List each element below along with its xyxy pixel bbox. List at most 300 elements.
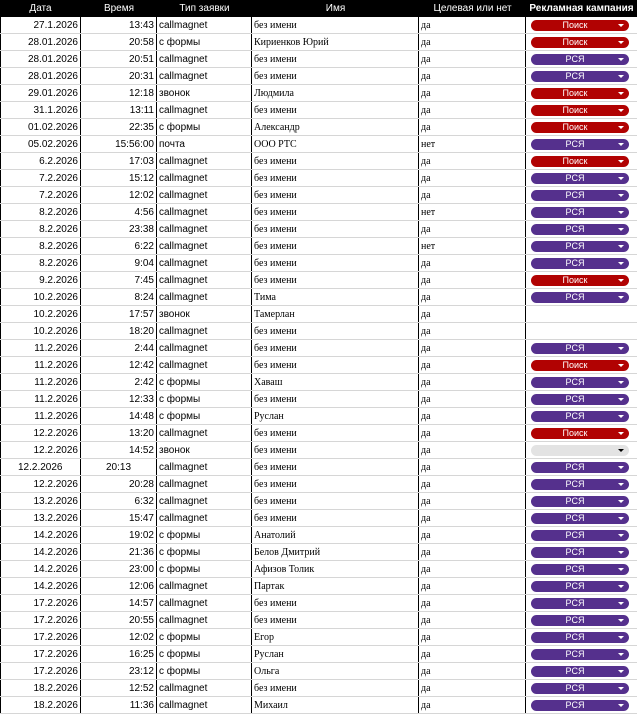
chevron-down-icon[interactable] [618,415,624,418]
chevron-down-icon[interactable] [618,75,624,78]
chevron-down-icon[interactable] [618,347,624,350]
name-cell[interactable]: без имени [252,357,419,373]
ad-campaign-cell[interactable] [526,187,637,203]
chevron-down-icon[interactable] [618,160,624,163]
time-cell[interactable]: 13:11 [81,102,157,118]
target-cell[interactable]: да [419,510,526,526]
ad-campaign-cell[interactable] [526,629,637,645]
request-type-cell[interactable]: callmagnet [157,697,252,713]
name-cell[interactable]: Хаваш [252,374,419,390]
ad-campaign-cell[interactable] [526,578,637,594]
target-cell[interactable]: да [419,544,526,560]
chevron-down-icon[interactable] [618,245,624,248]
name-cell[interactable]: без имени [252,323,419,339]
ad-campaign-cell[interactable] [526,51,637,67]
date-cell[interactable]: 11.2.2026 [0,408,81,424]
target-cell[interactable]: да [419,493,526,509]
chevron-down-icon[interactable] [618,126,624,129]
time-cell[interactable]: 21:36 [81,544,157,560]
ad-campaign-cell[interactable] [526,136,637,152]
name-cell[interactable]: без имени [252,476,419,492]
time-cell[interactable]: 11:36 [81,697,157,713]
target-cell[interactable]: да [419,578,526,594]
name-cell[interactable]: без имени [252,170,419,186]
header-target[interactable]: Целевая или нет [433,3,512,14]
time-cell[interactable]: 17:03 [81,153,157,169]
campaign-dropdown[interactable] [531,173,629,184]
campaign-dropdown[interactable] [531,224,629,235]
chevron-down-icon[interactable] [618,517,624,520]
time-cell[interactable]: 19:02 [81,527,157,543]
target-cell[interactable]: да [419,102,526,118]
request-type-cell[interactable]: с формы [157,119,252,135]
request-type-cell[interactable]: callmagnet [157,612,252,628]
ad-campaign-cell[interactable] [526,34,637,50]
time-cell[interactable]: 15:56:00 [81,136,157,152]
ad-campaign-cell[interactable] [526,68,637,84]
name-cell[interactable]: без имени [252,425,419,441]
date-cell[interactable]: 05.02.2026 [0,136,81,152]
name-cell[interactable]: без имени [252,391,419,407]
time-cell[interactable]: 20:51 [81,51,157,67]
name-cell[interactable]: Михаил [252,697,419,713]
name-cell[interactable]: Белов Дмитрий [252,544,419,560]
date-cell[interactable]: 14.2.2026 [0,578,81,594]
time-cell[interactable]: 15:12 [81,170,157,186]
campaign-dropdown[interactable] [531,20,629,31]
ad-campaign-cell[interactable] [526,238,637,254]
request-type-cell[interactable]: callmagnet [157,595,252,611]
date-cell[interactable]: 9.2.2026 [0,272,81,288]
chevron-down-icon[interactable] [618,211,624,214]
time-cell[interactable]: 15:47 [81,510,157,526]
target-cell[interactable]: да [419,374,526,390]
chevron-down-icon[interactable] [618,602,624,605]
time-cell[interactable]: 20:31 [81,68,157,84]
target-cell[interactable]: да [419,323,526,339]
target-cell[interactable]: да [419,612,526,628]
request-type-cell[interactable]: callmagnet [157,102,252,118]
time-cell[interactable]: 20:58 [81,34,157,50]
date-cell[interactable]: 14.2.2026 [0,527,81,543]
campaign-dropdown[interactable] [531,377,629,388]
target-cell[interactable]: да [419,272,526,288]
request-type-cell[interactable]: звонок [157,306,252,322]
request-type-cell[interactable]: callmagnet [157,476,252,492]
time-cell[interactable]: 6:22 [81,238,157,254]
request-type-cell[interactable]: callmagnet [157,493,252,509]
time-cell[interactable]: 23:12 [81,663,157,679]
header-date[interactable]: Дата [29,3,52,14]
time-cell[interactable]: 20:28 [81,476,157,492]
date-cell[interactable]: 10.2.2026 [0,306,81,322]
date-cell[interactable]: 28.01.2026 [0,51,81,67]
target-cell[interactable]: да [419,85,526,101]
chevron-down-icon[interactable] [618,636,624,639]
target-cell[interactable]: да [419,391,526,407]
time-cell[interactable]: 12:52 [81,680,157,696]
request-type-cell[interactable]: с формы [157,646,252,662]
time-cell[interactable]: 13:20 [81,425,157,441]
target-cell[interactable]: да [419,289,526,305]
chevron-down-icon[interactable] [618,432,624,435]
target-cell[interactable]: да [419,459,526,475]
request-type-cell[interactable]: callmagnet [157,340,252,356]
target-cell[interactable]: нет [419,204,526,220]
time-cell[interactable]: 2:42 [81,374,157,390]
target-cell[interactable]: да [419,595,526,611]
request-type-cell[interactable]: callmagnet [157,17,252,33]
target-cell[interactable]: да [419,119,526,135]
campaign-dropdown[interactable] [531,88,629,99]
campaign-dropdown[interactable] [531,581,629,592]
campaign-dropdown[interactable] [531,411,629,422]
time-cell[interactable]: 16:25 [81,646,157,662]
request-type-cell[interactable]: callmagnet [157,323,252,339]
time-cell[interactable]: 12:33 [81,391,157,407]
ad-campaign-cell[interactable] [526,646,637,662]
time-cell[interactable]: 12:18 [81,85,157,101]
target-cell[interactable]: да [419,153,526,169]
target-cell[interactable]: да [419,425,526,441]
date-cell[interactable]: 14.2.2026 [0,544,81,560]
ad-campaign-cell[interactable] [526,85,637,101]
campaign-dropdown[interactable] [531,394,629,405]
time-cell[interactable]: 17:57 [81,306,157,322]
campaign-dropdown[interactable] [531,615,629,626]
date-cell[interactable]: 11.2.2026 [0,357,81,373]
name-cell[interactable]: Ольга [252,663,419,679]
chevron-down-icon[interactable] [618,279,624,282]
ad-campaign-cell[interactable] [526,255,637,271]
ad-campaign-cell[interactable] [526,323,637,339]
date-cell[interactable]: 17.2.2026 [0,612,81,628]
target-cell[interactable]: да [419,408,526,424]
campaign-dropdown[interactable] [531,700,629,711]
time-cell[interactable]: 12:06 [81,578,157,594]
campaign-dropdown[interactable] [531,156,629,167]
request-type-cell[interactable]: callmagnet [157,459,252,475]
chevron-down-icon[interactable] [618,364,624,367]
request-type-cell[interactable]: звонок [157,442,252,458]
request-type-cell[interactable]: callmagnet [157,170,252,186]
target-cell[interactable]: нет [419,136,526,152]
time-cell[interactable]: 2:44 [81,340,157,356]
request-type-cell[interactable]: callmagnet [157,68,252,84]
request-type-cell[interactable]: callmagnet [157,357,252,373]
time-cell[interactable]: 23:00 [81,561,157,577]
campaign-dropdown[interactable] [531,105,629,116]
chevron-down-icon[interactable] [618,500,624,503]
ad-campaign-cell[interactable] [526,306,637,322]
header-ad-campaign[interactable]: Рекламная кампания [529,3,634,14]
date-cell[interactable]: 7.2.2026 [0,187,81,203]
date-cell[interactable]: 31.1.2026 [0,102,81,118]
name-cell[interactable]: без имени [252,255,419,271]
chevron-down-icon[interactable] [618,381,624,384]
target-cell[interactable]: да [419,221,526,237]
request-type-cell[interactable]: callmagnet [157,238,252,254]
ad-campaign-cell[interactable] [526,221,637,237]
name-cell[interactable]: без имени [252,187,419,203]
name-cell[interactable]: Егор [252,629,419,645]
date-cell[interactable]: 18.2.2026 [0,680,81,696]
chevron-down-icon[interactable] [618,449,624,452]
target-cell[interactable]: да [419,255,526,271]
ad-campaign-cell[interactable] [526,408,637,424]
campaign-dropdown[interactable] [531,513,629,524]
date-cell[interactable]: 8.2.2026 [0,204,81,220]
target-cell[interactable]: да [419,527,526,543]
target-cell[interactable]: да [419,68,526,84]
target-cell[interactable]: да [419,34,526,50]
ad-campaign-cell[interactable] [526,544,637,560]
request-type-cell[interactable]: callmagnet [157,425,252,441]
ad-campaign-cell[interactable] [526,561,637,577]
chevron-down-icon[interactable] [618,704,624,707]
chevron-down-icon[interactable] [618,619,624,622]
ad-campaign-cell[interactable] [526,289,637,305]
name-cell[interactable]: без имени [252,238,419,254]
time-cell[interactable]: 13:43 [81,17,157,33]
chevron-down-icon[interactable] [618,296,624,299]
chevron-down-icon[interactable] [618,58,624,61]
chevron-down-icon[interactable] [618,194,624,197]
request-type-cell[interactable]: callmagnet [157,204,252,220]
name-cell[interactable]: ООО РТС [252,136,419,152]
chevron-down-icon[interactable] [618,398,624,401]
campaign-dropdown[interactable] [531,530,629,541]
name-cell[interactable]: Тамерлан [252,306,419,322]
name-cell[interactable]: без имени [252,459,419,475]
target-cell[interactable]: да [419,646,526,662]
chevron-down-icon[interactable] [618,262,624,265]
date-cell[interactable]: 14.2.2026 [0,561,81,577]
campaign-dropdown[interactable] [531,343,629,354]
request-type-cell[interactable]: с формы [157,663,252,679]
chevron-down-icon[interactable] [618,483,624,486]
ad-campaign-cell[interactable] [526,595,637,611]
campaign-dropdown[interactable] [531,241,629,252]
target-cell[interactable]: да [419,476,526,492]
campaign-dropdown[interactable] [531,564,629,575]
request-type-cell[interactable]: callmagnet [157,272,252,288]
chevron-down-icon[interactable] [618,551,624,554]
ad-campaign-cell[interactable] [526,374,637,390]
campaign-dropdown[interactable] [531,360,629,371]
name-cell[interactable]: без имени [252,595,419,611]
date-cell[interactable]: 10.2.2026 [0,289,81,305]
chevron-down-icon[interactable] [618,670,624,673]
time-cell[interactable]: 6:32 [81,493,157,509]
ad-campaign-cell[interactable] [526,340,637,356]
campaign-dropdown[interactable] [531,649,629,660]
campaign-dropdown[interactable] [531,428,629,439]
request-type-cell[interactable]: с формы [157,374,252,390]
request-type-cell[interactable]: callmagnet [157,578,252,594]
date-cell[interactable]: 27.1.2026 [0,17,81,33]
time-cell[interactable]: 4:56 [81,204,157,220]
target-cell[interactable]: нет [419,238,526,254]
request-type-cell[interactable]: callmagnet [157,187,252,203]
campaign-dropdown[interactable] [531,275,629,286]
name-cell[interactable]: без имени [252,272,419,288]
date-cell[interactable]: 8.2.2026 [0,221,81,237]
date-cell[interactable]: 17.2.2026 [0,595,81,611]
name-cell[interactable]: без имени [252,68,419,84]
date-cell[interactable]: 11.2.2026 [0,374,81,390]
campaign-dropdown[interactable] [531,37,629,48]
date-cell[interactable]: 12.2.2026 [0,442,81,458]
request-type-cell[interactable]: callmagnet [157,153,252,169]
header-time[interactable]: Время [103,3,135,14]
header-name[interactable]: Имя [325,3,346,14]
date-cell[interactable]: 12.2.2026 [0,459,81,475]
ad-campaign-cell[interactable] [526,476,637,492]
ad-campaign-cell[interactable] [526,119,637,135]
campaign-dropdown[interactable] [531,207,629,218]
time-cell[interactable]: 12:02 [81,187,157,203]
name-cell[interactable]: Кириенков Юрий [252,34,419,50]
date-cell[interactable]: 17.2.2026 [0,663,81,679]
date-cell[interactable]: 12.2.2026 [0,425,81,441]
ad-campaign-cell[interactable] [526,357,637,373]
request-type-cell[interactable]: callmagnet [157,51,252,67]
ad-campaign-cell[interactable] [526,153,637,169]
name-cell[interactable]: Руслан [252,646,419,662]
ad-campaign-cell[interactable] [526,170,637,186]
date-cell[interactable]: 18.2.2026 [0,697,81,713]
campaign-dropdown[interactable] [531,496,629,507]
date-cell[interactable]: 17.2.2026 [0,629,81,645]
date-cell[interactable]: 12.2.2026 [0,476,81,492]
ad-campaign-cell[interactable] [526,17,637,33]
campaign-dropdown[interactable] [531,190,629,201]
request-type-cell[interactable]: с формы [157,527,252,543]
ad-campaign-cell[interactable] [526,425,637,441]
name-cell[interactable]: без имени [252,102,419,118]
name-cell[interactable]: Тима [252,289,419,305]
date-cell[interactable]: 13.2.2026 [0,510,81,526]
campaign-dropdown[interactable] [531,666,629,677]
time-cell[interactable]: 12:42 [81,357,157,373]
chevron-down-icon[interactable] [618,534,624,537]
name-cell[interactable]: Людмила [252,85,419,101]
name-cell[interactable]: без имени [252,442,419,458]
time-cell[interactable]: 14:57 [81,595,157,611]
name-cell[interactable]: без имени [252,493,419,509]
ad-campaign-cell[interactable] [526,391,637,407]
request-type-cell[interactable]: с формы [157,408,252,424]
campaign-dropdown[interactable] [531,445,629,456]
request-type-cell[interactable]: почта [157,136,252,152]
name-cell[interactable]: Партак [252,578,419,594]
date-cell[interactable]: 13.2.2026 [0,493,81,509]
campaign-dropdown[interactable] [531,122,629,133]
campaign-dropdown[interactable] [531,462,629,473]
request-type-cell[interactable]: callmagnet [157,510,252,526]
request-type-cell[interactable]: с формы [157,391,252,407]
campaign-dropdown[interactable] [531,258,629,269]
campaign-dropdown[interactable] [531,54,629,65]
request-type-cell[interactable]: callmagnet [157,680,252,696]
chevron-down-icon[interactable] [618,687,624,690]
name-cell[interactable]: без имени [252,680,419,696]
date-cell[interactable]: 6.2.2026 [0,153,81,169]
ad-campaign-cell[interactable] [526,204,637,220]
chevron-down-icon[interactable] [618,568,624,571]
ad-campaign-cell[interactable] [526,442,637,458]
time-cell[interactable]: 9:04 [81,255,157,271]
date-cell[interactable]: 8.2.2026 [0,238,81,254]
name-cell[interactable]: Анатолий [252,527,419,543]
name-cell[interactable]: без имени [252,340,419,356]
date-cell[interactable]: 10.2.2026 [0,323,81,339]
name-cell[interactable]: без имени [252,510,419,526]
chevron-down-icon[interactable] [618,585,624,588]
date-cell[interactable]: 17.2.2026 [0,646,81,662]
campaign-dropdown[interactable] [531,479,629,490]
name-cell[interactable]: без имени [252,17,419,33]
request-type-cell[interactable]: с формы [157,34,252,50]
chevron-down-icon[interactable] [618,177,624,180]
date-cell[interactable]: 01.02.2026 [0,119,81,135]
target-cell[interactable]: да [419,51,526,67]
ad-campaign-cell[interactable] [526,697,637,713]
chevron-down-icon[interactable] [618,24,624,27]
chevron-down-icon[interactable] [618,92,624,95]
campaign-dropdown[interactable] [531,632,629,643]
time-cell[interactable]: 20:55 [81,612,157,628]
campaign-dropdown[interactable] [531,683,629,694]
ad-campaign-cell[interactable] [526,272,637,288]
time-cell[interactable]: 8:24 [81,289,157,305]
ad-campaign-cell[interactable] [526,510,637,526]
name-cell[interactable]: Афизов Толик [252,561,419,577]
request-type-cell[interactable]: с формы [157,629,252,645]
name-cell[interactable]: Александр [252,119,419,135]
chevron-down-icon[interactable] [618,109,624,112]
target-cell[interactable]: да [419,187,526,203]
target-cell[interactable]: да [419,663,526,679]
campaign-dropdown[interactable] [531,292,629,303]
date-cell[interactable]: 11.2.2026 [0,391,81,407]
request-type-cell[interactable]: с формы [157,561,252,577]
time-cell[interactable]: 14:48 [81,408,157,424]
target-cell[interactable]: да [419,17,526,33]
name-cell[interactable]: без имени [252,221,419,237]
target-cell[interactable]: да [419,629,526,645]
request-type-cell[interactable]: с формы [157,544,252,560]
ad-campaign-cell[interactable] [526,612,637,628]
ad-campaign-cell[interactable] [526,663,637,679]
name-cell[interactable]: без имени [252,204,419,220]
ad-campaign-cell[interactable] [526,527,637,543]
ad-campaign-cell[interactable] [526,493,637,509]
date-cell[interactable]: 29.01.2026 [0,85,81,101]
time-cell[interactable]: 7:45 [81,272,157,288]
date-cell[interactable]: 8.2.2026 [0,255,81,271]
chevron-down-icon[interactable] [618,653,624,656]
campaign-dropdown[interactable] [531,139,629,150]
ad-campaign-cell[interactable] [526,459,637,475]
time-cell[interactable]: 22:35 [81,119,157,135]
time-cell[interactable]: 23:38 [81,221,157,237]
request-type-cell[interactable]: callmagnet [157,221,252,237]
target-cell[interactable]: да [419,357,526,373]
chevron-down-icon[interactable] [618,143,624,146]
ad-campaign-cell[interactable] [526,102,637,118]
